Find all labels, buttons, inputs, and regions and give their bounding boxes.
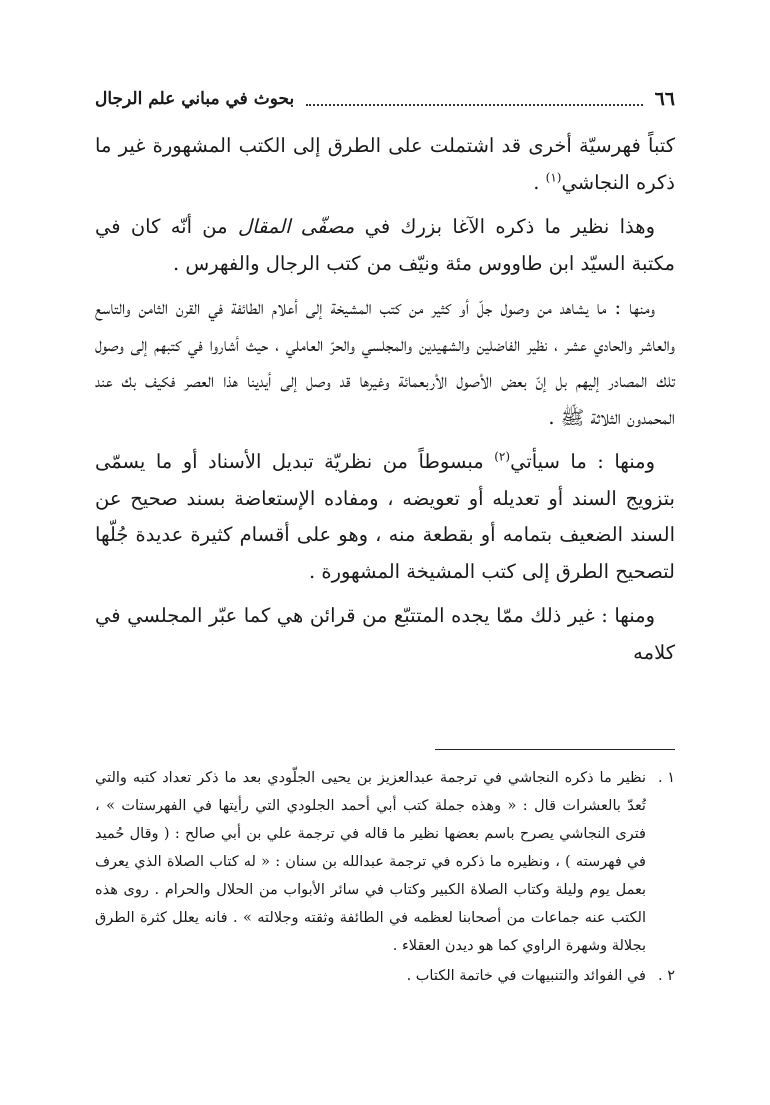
paragraph-2-rest: من أنّه كان في مكتبة السيّد ابن طاووس مئة ونيّف من كتب الرجال والفهرس .	[95, 215, 675, 275]
paragraph-4	[95, 444, 675, 590]
header-dot-leader	[306, 92, 642, 106]
footnote-ref-2: (٢)	[494, 449, 511, 464]
footnote-ref-1: (١)	[545, 170, 562, 184]
main-text	[95, 128, 675, 671]
paragraph-2-text: وهذا نظير ما ذكره الآغا بزرك في	[364, 215, 655, 238]
paragraph-1-end: .	[533, 170, 546, 194]
paragraph-5: ومنها : غير ذلك ممّا يجده المتتبّع من قرائن هي كما عبّر المجلسي في كلامه	[95, 604, 675, 664]
book-title: بحوث في مباني علم الرجال	[95, 89, 295, 109]
footnote-divider	[435, 749, 675, 750]
footnote-2	[95, 962, 675, 990]
footnote-number: ٢ .	[657, 968, 675, 984]
paragraph-1-text: كتباً فهرسيّة أخرى قد اشتملت على الطرق إلى الكتب المشهورة غير ما ذكره النجاشي	[95, 134, 675, 194]
page-number: ٦٦	[654, 88, 675, 110]
footnotes	[95, 764, 675, 992]
book-page	[95, 84, 675, 1084]
footnote-number: ١ .	[657, 770, 675, 786]
book-title-mustafa-al-maqal: مصفّى المقال	[237, 215, 355, 238]
footnote-1	[95, 764, 675, 960]
paragraph-3: ومنها : ما يشاهد من وصول جلّ أو كثير من كتب المشيخة إلى أعلام الطائفة في القرن الثامن والتاسع والعاشر والحادي عشر ، نظير الفاضلين والشهيدين والمجلسي والحرّ العاملي ، حيث أشاروا في كتبهم إلى وصول تلك المصادر إليهم بل إنّ بعض الأصول الأربعمائة وغيرها قد وصل إلى أيدينا هذا العصر فكيف بك عند المحمدون الثلاثة ﷺ .	[95, 296, 675, 429]
running-header	[95, 84, 675, 114]
paragraph-4-text: ومنها : ما سيأتي	[510, 450, 656, 473]
paragraph-4-rest: مبسوطاً من نظريّة تبديل الأسناد أو ما يسمّى بتزويج السند أو تعديله أو تعويضه ، ومفاده الإستعاضة بسند صحيح عن السند الضعيف بتمامه أو بقطعة منه ، وهو على أقسام كثيرة عديدة جُلّها لتصحيح الطرق إلى كتب المشيخة المشهورة .	[95, 450, 675, 583]
paragraph-2	[95, 209, 675, 282]
paragraph-1	[95, 128, 675, 201]
footnote-text: نظير ما ذكره النجاشي في ترجمة عبدالعزيز بن يحيى الجلّودي بعد ما ذكر تعداد كتبه والتي تُعدّ بالعشرات قال : « وهذه جملة كتب أبي أحمد الجلودي التي رأيتها في الفهرستات » ، فترى النجاشي يصرح باسم بعضها نظير ما قاله في ترجمة علي بن أبي صالح : ( وقال حُميد في فهرسته ) ، ونظيره ما ذكره في ترجمة عبدالله بن سنان : « له كتاب الصلاة الذي يعرف بعمل يوم وليلة وكتاب الصلاة الكبير وكتاب في سائر الأبواب من الحلال والحرام . روى هذه الكتب عنه جماعات من أصحابنا لعظمه في الطائفة وثقته وجلالته » . فانه يعلل كثرة الطرق بجلالة وشهرة الراوي كما هو ديدن العقلاء .	[95, 770, 646, 954]
footnote-text: في الفوائد والتنبيهات في خاتمة الكتاب .	[406, 968, 646, 984]
